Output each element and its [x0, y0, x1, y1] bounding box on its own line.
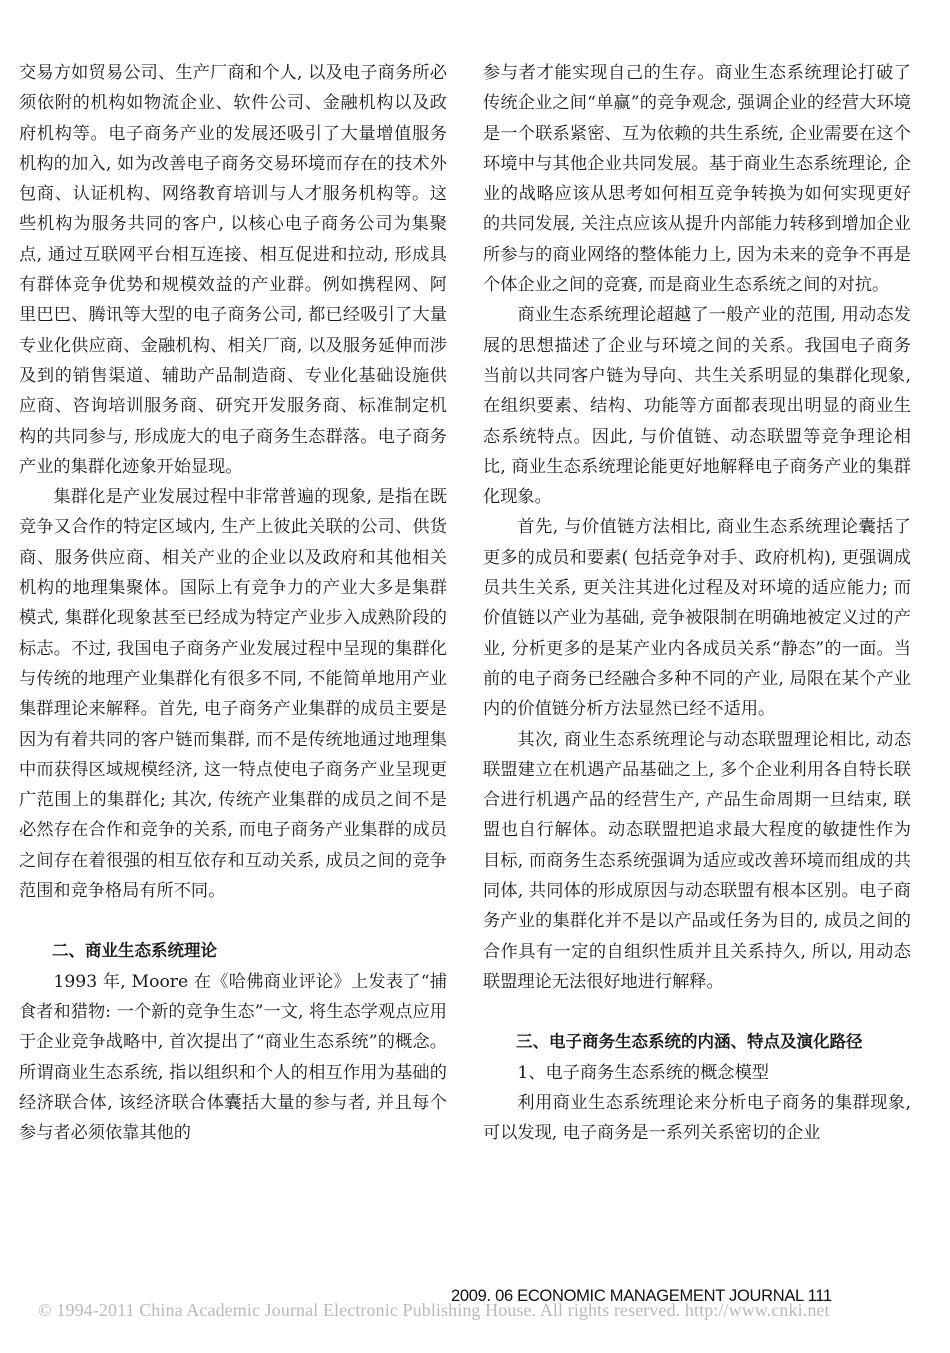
left-column [19, 58, 447, 1148]
section-gap [483, 997, 911, 1027]
section-gap [19, 906, 447, 936]
paragraph: 交易方如贸易公司、生产厂商和个人, 以及电子商务所必须依附的机构如物流企业、软件公司、金融机构以及政府机构等。电子商务产业的发展还吸引了大量增值服务机构的加入, 如为改善电子商务交易环境而存在的技术外包商、认证机构、网络教育培训与人才服务机构等。这些机构为服务共同的客户, 以核心电子商务公司为集聚点, 通过互联网平台相互连接、相互促进和拉动, 形成具有群体竞争优势和规模效益的产业群。例如携程网、阿里巴巴、腾讯等大型的电子商务公司, 都已经吸引了大量专业化供应商、金融机构、相关厂商, 以及服务延伸而涉及到的销售渠道、辅助产品制造商、专业化基础设施供应商、咨询培训服务商、研究开发服务商、标准制定机构的共同参与, 形成庞大的电子商务生态群落。电子商务产业的集群化迹象开始显现。 [19, 63, 447, 477]
paragraph: 商业生态系统理论超越了一般产业的范围, 用动态发展的思想描述了企业与环境之间的关系。我国电子商务当前以共同客户链为导向、共生关系明显的集群化现象, 在组织要素、结构、功能等方面都表现出明显的商业生态系统特点。因此, 与价值链、动态联盟等竞争理论相比, 商业生态系统理论能更好地解释电子商务产业的集群化现象。 [483, 305, 911, 508]
section-heading: 三、电子商务生态系统的内涵、特点及演化路径 [516, 1032, 863, 1052]
paragraph: 参与者才能实现自己的生存。商业生态系统理论打破了传统企业之间“单赢”的竞争观念, 强调企业的经营大环境是一个联系紧密、互为依赖的共生系统, 企业需要在这个环境中与其他企业共同发展。基于商业生态系统理论, 企业的战略应该从思考如何相互竞争转换为如何实现更好的共同发展, 关注点应该从提升内部能力转移到增加企业所参与的商业网络的整体能力上, 因为未来的竞争不再是个体企业之间的竞赛, 而是商业生态系统之间的对抗。 [483, 63, 911, 296]
section-heading: 二、商业生态系统理论 [52, 941, 217, 961]
paragraph: 其次, 商业生态系统理论与动态联盟理论相比, 动态联盟建立在机遇产品基础之上, 多个企业利用各自特长联合进行机遇产品的经营生产, 产品生命周期一旦结束, 联盟也自行解体。动态联盟把追求最大程度的敏捷性作为目标, 而商务生态系统强调为适应或改善环境而组成的共同体, 共同体的形成原因与动态联盟有根本区别。电子商务产业的集群化并不是以产品或任务为目的, 成员之间的合作具有一定的自组织性质并且关系持久, 所以, 用动态联盟理论无法很好地进行解释。 [483, 729, 911, 992]
copyright-watermark: © 1994-2011 China Academic Journal Electronic Publishing House. All rights reserved. http://www.cnki.net [38, 1300, 830, 1320]
paragraph: 首先, 与价值链方法相比, 商业生态系统理论囊括了更多的成员和要素( 包括竞争对手、政府机构), 更强调成员共生关系, 更关注其进化过程及对环境的适应能力; 而价值链以产业为基础, 竞争被限制在明确地被定义过的产业, 分析更多的是某产业内各成员关系“静态”的一面。当前的电子商务已经融合多种不同的产业, 局限在某个产业内的价值链分析方法显然已经不适用。 [483, 517, 911, 720]
right-column [483, 58, 911, 1148]
paragraph: 1993 年, Moore 在《哈佛商业评论》上发表了“捕食者和猎物: 一个新的竞争生态”一文, 将生态学观点应用于企业竞争战略中, 首次提出了“商业生态系统”的概念。所谓商业生态系统, 指以组织和个人的相互作用为基础的经济联合体, 该经济联合体囊括大量的参与者, 并且每个参与者必须依靠其他的 [19, 971, 447, 1144]
subsection-heading: 1、电子商务生态系统的概念模型 [517, 1062, 769, 1083]
journal-footer: 2009. 06 ECONOMIC MANAGEMENT JOURNAL 111 [451, 1287, 832, 1305]
paragraph: 利用商业生态系统理论来分析电子商务的集群现象, 可以发现, 电子商务是一系列关系密切的企业 [483, 1092, 911, 1144]
paragraph: 集群化是产业发展过程中非常普遍的现象, 是指在既竞争又合作的特定区域内, 生产上彼此关联的公司、供货商、服务供应商、相关产业的企业以及政府和其他相关机构的地理集聚体。国际上有竞争力的产业大多是集群模式, 集群化现象甚至已经成为特定产业步入成熟阶段的标志。不过, 我国电子商务产业发展过程中呈现的集群化与传统的地理产业集群化有很多不同, 不能简单地用产业集群理论来解释。首先, 电子商务产业集群的成员主要是因为有着共同的客户链而集群, 而不是传统地通过地理集中而获得区域规模经济, 这一特点使电子商务产业呈现更广范围上的集群化; 其次, 传统产业集群的成员之间不是必然存在合作和竞争的关系, 而电子商务产业集群的成员之间存在着很强的相互依存和互动关系, 成员之间的竞争范围和竞争格局有所不同。 [19, 487, 447, 902]
